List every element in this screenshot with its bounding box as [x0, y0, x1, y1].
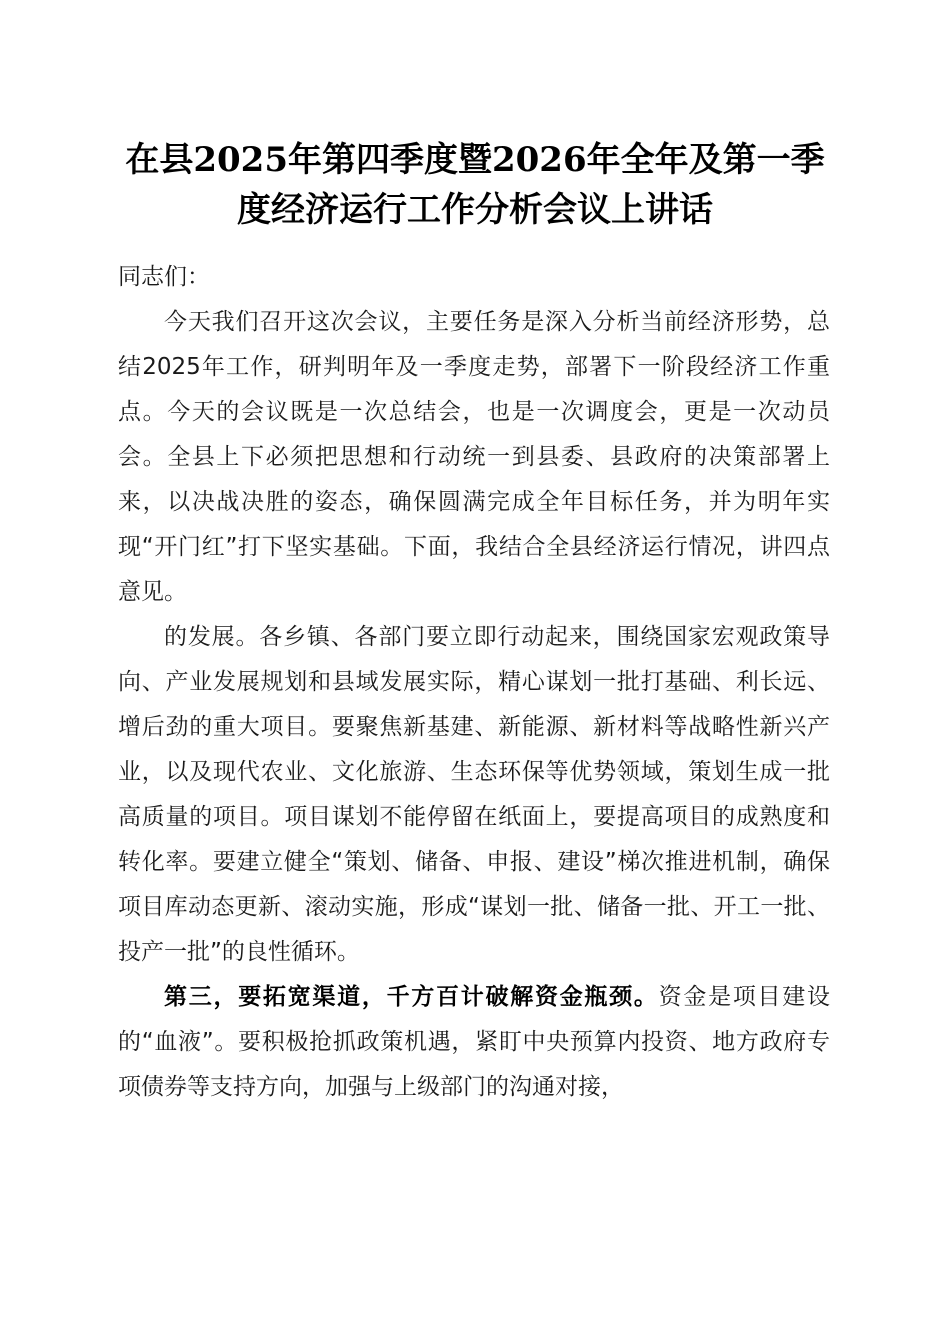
paragraph-third-point [118, 975, 830, 1110]
document-body [118, 255, 830, 1110]
paragraph-text: 的发展。各乡镇、各部门要立即行动起来，围绕国家宏观政策导向、产业发展规划和县域发展实际，精心谋划一批打基础、利长远、增后劲的重大项目。要聚焦新基建、新能源、新材料等战略性新兴产业，以及现代农业、文化旅游、生态环保等优势领域，策划生成一批高质量的项目。项目谋划不能停留在纸面上，要提高项目的成熟度和转化率。要建立健全“策划、储备、申报、建设”梯次推进机制，确保项目库动态更新、滚动实施，形成“谋划一批、储备一批、开工一批、投产一批”的良性循环。 [118, 624, 830, 965]
paragraph-text: 资金是项目建设的“血液”。要积极抢抓政策机遇，紧盯中央预算内投资、地方政府专项债券等支持方向，加强与上级部门的沟通对接， [118, 984, 831, 1100]
paragraph-text: 今天我们召开这次会议，主要任务是深入分析当前经济形势，总结2025年工作，研判明年及一季度走势，部署下一阶段经济工作重点。今天的会议既是一次总结会，也是一次调度会，更是一次动员会。全县上下必须把思想和行动统一到县委、县政府的决策部署上来，以决战决胜的姿态，确保圆满完成全年目标任务，并为明年实现“开门红”打下坚实基础。下面，我结合全县经济运行情况，讲四点意见。 [118, 309, 830, 605]
paragraph-projects [118, 615, 830, 975]
salutation: 同志们： [118, 264, 210, 290]
paragraph-opening [118, 300, 830, 615]
document-title-line-2: 度经济运行工作分析会议上讲话 [237, 190, 713, 230]
paragraph-heading: 第三，要拓宽渠道，千方百计破解资金瓶颈。 [164, 984, 659, 1010]
document-title-line-1: 在县2025年第四季度暨2026年全年及第一季 [125, 140, 825, 180]
